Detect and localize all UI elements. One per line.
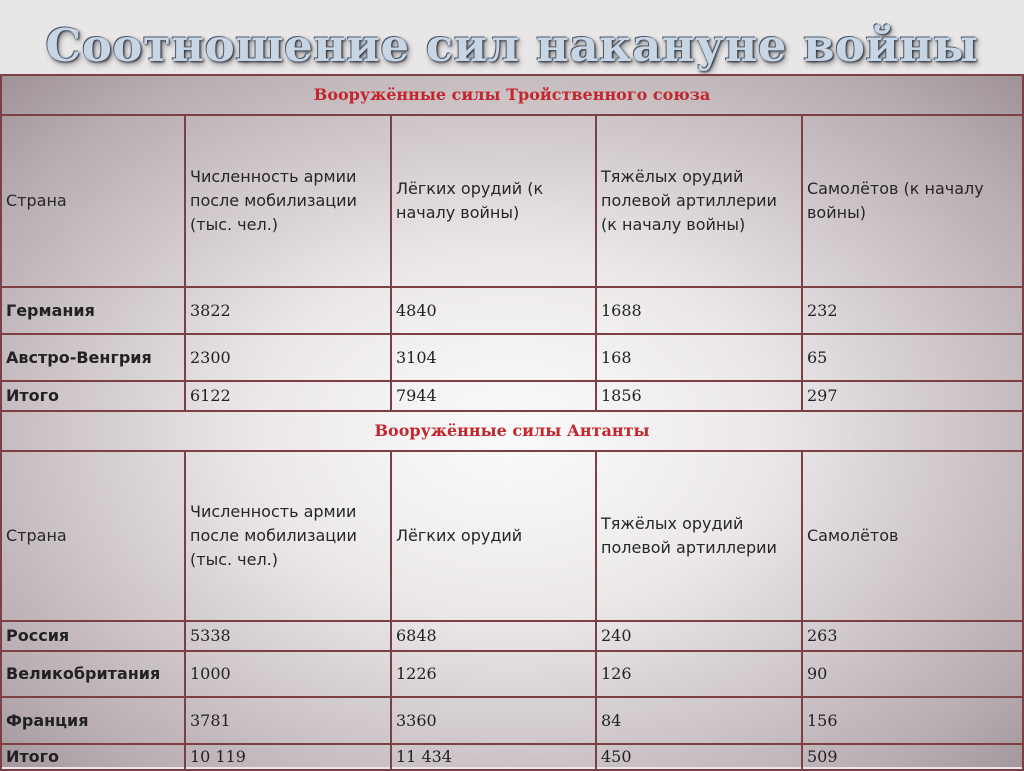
light-guns-cell: 11 434	[391, 744, 596, 770]
header-row	[1, 451, 1023, 621]
heavy-guns-cell: 168	[596, 334, 802, 381]
section-title-row	[1, 411, 1023, 451]
total-row	[1, 744, 1023, 770]
table-row	[1, 697, 1023, 744]
country-cell: Австро-Венгрия	[1, 334, 185, 381]
col-header-light-guns: Лёгких орудий	[391, 451, 596, 621]
heavy-guns-cell: 240	[596, 621, 802, 651]
light-guns-cell: 4840	[391, 287, 596, 334]
army-size-cell: 3822	[185, 287, 391, 334]
heavy-guns-cell: 84	[596, 697, 802, 744]
col-header-aircraft: Самолётов (к началу войны)	[802, 115, 1023, 287]
army-size-cell: 2300	[185, 334, 391, 381]
slide-title: Соотношение сил накануне войны	[45, 19, 979, 72]
forces-table-container	[0, 74, 1022, 767]
col-header-army-size: Численность армии после мобилизации (тыс. чел.)	[185, 451, 391, 621]
country-cell: Россия	[1, 621, 185, 651]
col-header-heavy-guns: Тяжёлых орудий полевой артиллерии (к началу войны)	[596, 115, 802, 287]
country-cell: Итого	[1, 381, 185, 411]
header-row	[1, 115, 1023, 287]
heavy-guns-cell: 126	[596, 651, 802, 697]
army-size-cell: 5338	[185, 621, 391, 651]
section-title-row	[1, 75, 1023, 115]
aircraft-cell: 263	[802, 621, 1023, 651]
aircraft-cell: 65	[802, 334, 1023, 381]
country-cell: Итого	[1, 744, 185, 770]
army-size-cell: 10 119	[185, 744, 391, 770]
aircraft-cell: 509	[802, 744, 1023, 770]
army-size-cell: 3781	[185, 697, 391, 744]
col-header-army-size: Численность армии после мобилизации (тыс. чел.)	[185, 115, 391, 287]
triple-alliance-heading: Вооружённые силы Тройственного союза	[1, 75, 1023, 115]
army-size-cell: 1000	[185, 651, 391, 697]
heavy-guns-cell: 1856	[596, 381, 802, 411]
entente-heading: Вооружённые силы Антанты	[1, 411, 1023, 451]
heavy-guns-cell: 450	[596, 744, 802, 770]
col-header-heavy-guns: Тяжёлых орудий полевой артиллерии	[596, 451, 802, 621]
aircraft-cell: 297	[802, 381, 1023, 411]
table-row	[1, 621, 1023, 651]
heavy-guns-cell: 1688	[596, 287, 802, 334]
country-cell: Великобритания	[1, 651, 185, 697]
light-guns-cell: 7944	[391, 381, 596, 411]
country-cell: Франция	[1, 697, 185, 744]
col-header-country: Страна	[1, 451, 185, 621]
light-guns-cell: 3104	[391, 334, 596, 381]
table-row	[1, 287, 1023, 334]
table-row	[1, 651, 1023, 697]
col-header-country: Страна	[1, 115, 185, 287]
light-guns-cell: 3360	[391, 697, 596, 744]
table-row	[1, 334, 1023, 381]
col-header-light-guns: Лёгких орудий (к началу войны)	[391, 115, 596, 287]
forces-table	[0, 74, 1024, 771]
total-row	[1, 381, 1023, 411]
aircraft-cell: 156	[802, 697, 1023, 744]
light-guns-cell: 6848	[391, 621, 596, 651]
light-guns-cell: 1226	[391, 651, 596, 697]
army-size-cell: 6122	[185, 381, 391, 411]
aircraft-cell: 232	[802, 287, 1023, 334]
aircraft-cell: 90	[802, 651, 1023, 697]
col-header-aircraft: Самолётов	[802, 451, 1023, 621]
country-cell: Германия	[1, 287, 185, 334]
